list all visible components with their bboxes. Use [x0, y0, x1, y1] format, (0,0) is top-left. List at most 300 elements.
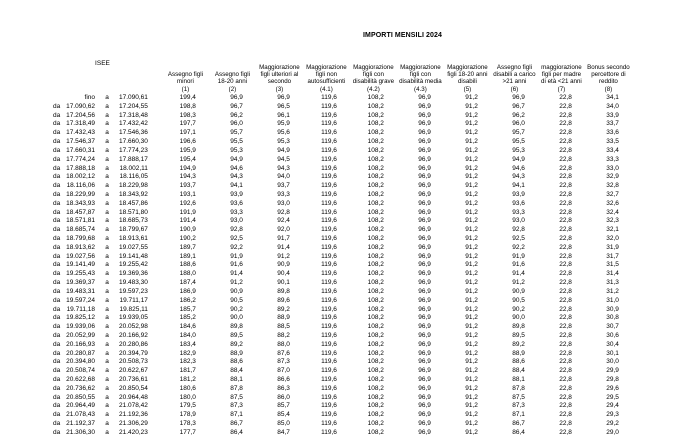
value-cell: 96,9 — [512, 94, 525, 101]
table-row — [45, 394, 632, 403]
value-cell: 92,8 — [512, 226, 525, 234]
value-cell: 189,7 — [179, 243, 196, 251]
value-cell: 96,9 — [418, 94, 431, 101]
value-cell: 196,6 — [179, 138, 196, 146]
value-cell: 119,6 — [321, 411, 337, 419]
isee-to-cell: 18.116,05 — [119, 173, 148, 181]
value-cell: 91,2 — [465, 367, 478, 375]
value-cell: 31,2 — [606, 287, 619, 295]
value-cell: 91,2 — [465, 226, 478, 234]
isee-from-cell: 20.052,99 — [66, 331, 95, 339]
value-cell: 87,8 — [512, 384, 525, 392]
isee-prefix-cell: da — [53, 296, 61, 304]
value-cell: 96,9 — [418, 314, 431, 322]
spacer-cell — [148, 235, 162, 244]
isee-to-cell: 18.457,86 — [119, 199, 148, 207]
value-cell: 195,9 — [179, 146, 196, 154]
isee-prefix-cell: da — [53, 420, 61, 428]
isee-a-cell: a — [105, 358, 109, 366]
page-title: IMPORTI MENSILI 2024 — [363, 32, 443, 39]
value-cell: 96,9 — [418, 367, 431, 375]
value-cell: 96,9 — [418, 270, 431, 278]
value-cell: 91,9 — [230, 252, 243, 260]
value-cell: 22,8 — [559, 349, 572, 357]
value-cell: 108,2 — [367, 287, 384, 295]
isee-a-cell: a — [105, 261, 109, 269]
isee-to-cell: 19.141,48 — [119, 252, 148, 260]
col-header-number: (2) — [228, 85, 237, 93]
value-cell: 194,9 — [179, 164, 196, 172]
spacer-cell — [148, 306, 162, 315]
value-cell: 177,7 — [179, 428, 196, 436]
table-row — [45, 103, 632, 112]
value-cell: 22,8 — [559, 402, 572, 410]
isee-a-cell: a — [105, 199, 109, 207]
isee-a-cell: a — [105, 120, 109, 128]
value-cell: 119,6 — [321, 340, 337, 348]
value-cell: 119,6 — [321, 305, 337, 313]
spacer-cell — [148, 191, 162, 200]
value-cell: 91,2 — [465, 102, 478, 110]
table-row — [45, 332, 632, 341]
value-cell: 181,7 — [179, 367, 196, 375]
isee-from-cell: 20.850,55 — [66, 393, 95, 401]
isee-from-cell: 19.141,49 — [66, 261, 95, 269]
value-cell: 90,5 — [512, 296, 525, 304]
spacer-cell — [148, 323, 162, 332]
value-cell: 183,4 — [179, 340, 196, 348]
value-cell: 91,2 — [465, 279, 478, 287]
value-cell: 91,2 — [465, 252, 478, 260]
isee-to-cell: 17.774,23 — [119, 146, 148, 154]
header-row — [45, 42, 632, 94]
value-cell: 31,9 — [606, 243, 619, 251]
value-cell: 31,3 — [606, 279, 619, 287]
isee-a-cell: a — [105, 226, 109, 234]
value-cell: 32,3 — [606, 217, 619, 225]
value-cell: 119,6 — [321, 94, 337, 101]
value-cell: 96,9 — [418, 111, 431, 119]
value-cell: 119,6 — [321, 287, 337, 295]
value-cell: 178,3 — [179, 420, 196, 428]
value-cell: 88,5 — [277, 323, 290, 331]
table-body — [45, 94, 632, 438]
value-cell: 29,6 — [606, 384, 619, 392]
value-cell: 108,2 — [367, 164, 384, 172]
value-cell: 87,8 — [230, 384, 243, 392]
value-cell: 90,9 — [230, 287, 243, 295]
value-cell: 179,5 — [179, 402, 196, 410]
value-cell: 91,2 — [465, 296, 478, 304]
value-cell: 29,0 — [606, 428, 619, 436]
value-cell: 30,1 — [606, 349, 619, 357]
value-cell: 188,6 — [179, 261, 196, 269]
isee-a-cell: a — [105, 235, 109, 242]
col-header-label: Assegno figli minori — [167, 71, 203, 86]
isee-from-cell: 19.711,18 — [66, 305, 95, 313]
value-cell: 86,4 — [230, 428, 243, 436]
isee-from-cell: 19.939,06 — [66, 323, 95, 331]
isee-to-cell: 19.711,17 — [119, 296, 148, 304]
value-cell: 22,8 — [559, 173, 572, 181]
value-cell: 92,2 — [512, 243, 525, 251]
value-cell: 108,2 — [367, 270, 384, 278]
value-cell: 186,2 — [179, 296, 196, 304]
value-cell: 93,3 — [277, 190, 290, 198]
value-cell: 108,2 — [367, 340, 384, 348]
table-row — [45, 217, 632, 226]
spacer-cell — [148, 297, 162, 306]
col-header-maggiorazione-disabilita-media — [397, 42, 444, 94]
isee-prefix-cell: da — [53, 252, 61, 260]
value-cell: 108,2 — [367, 402, 384, 410]
value-cell: 96,9 — [418, 199, 431, 207]
value-cell: 95,3 — [512, 146, 525, 154]
spacer-cell — [148, 120, 162, 129]
col-header-bonus-secondo-percettore — [585, 42, 632, 94]
spacer-cell — [148, 226, 162, 235]
value-cell: 31,7 — [606, 252, 619, 260]
table-row — [45, 112, 632, 121]
col-header-label: Assegno figli disabili a carico >21 anni — [493, 63, 536, 86]
spacer-cell — [148, 200, 162, 209]
value-cell: 108,2 — [367, 182, 384, 190]
value-cell: 94,3 — [230, 173, 243, 181]
value-cell: 96,9 — [418, 155, 431, 163]
isee-prefix-cell: da — [53, 393, 61, 401]
isee-prefix-cell: da — [53, 314, 61, 322]
value-cell: 86,6 — [277, 376, 290, 383]
spacer-cell — [148, 394, 162, 403]
table-row — [45, 350, 632, 359]
isee-prefix-cell: da — [53, 331, 61, 339]
col-header-label: Bonus secondo percettore di reddito — [587, 63, 630, 86]
isee-a-cell: a — [105, 411, 109, 419]
value-cell: 195,4 — [179, 155, 196, 163]
value-cell: 91,2 — [465, 376, 478, 383]
spacer-cell — [148, 358, 162, 367]
col-header-label: maggiorazione figli per madre di età <21 anni — [541, 63, 582, 86]
value-cell: 87,6 — [277, 349, 290, 357]
isee-a-cell: a — [105, 155, 109, 163]
table-row — [45, 244, 632, 253]
isee-a-cell: a — [105, 190, 109, 198]
value-cell: 119,6 — [321, 155, 337, 163]
isee-from-cell: 19.483,31 — [66, 287, 95, 295]
value-cell: 90,2 — [230, 305, 243, 313]
value-cell: 91,2 — [465, 420, 478, 428]
value-cell: 96,9 — [418, 182, 431, 190]
isee-from-cell: fino — [84, 94, 95, 101]
table-row — [45, 173, 632, 182]
table-row — [45, 200, 632, 209]
isee-prefix-cell: da — [53, 287, 61, 295]
value-cell: 29,3 — [606, 411, 619, 419]
value-cell: 32,8 — [606, 182, 619, 190]
value-cell: 87,5 — [512, 393, 525, 401]
value-cell: 96,9 — [418, 296, 431, 304]
table-row — [45, 191, 632, 200]
spacer-cell — [148, 279, 162, 288]
isee-prefix-cell: da — [53, 235, 61, 242]
value-cell: 91,9 — [512, 252, 525, 260]
value-cell: 91,2 — [465, 358, 478, 366]
value-cell: 96,9 — [418, 305, 431, 313]
isee-a-cell: a — [105, 208, 109, 216]
value-cell: 89,5 — [512, 331, 525, 339]
isee-to-cell: 19.027,55 — [119, 243, 148, 251]
isee-prefix-cell: da — [53, 129, 61, 137]
value-cell: 22,8 — [559, 358, 572, 366]
col-header-number: (4.1) — [320, 85, 333, 93]
value-cell: 92,0 — [277, 226, 290, 234]
value-cell: 22,8 — [559, 252, 572, 260]
value-cell: 22,8 — [559, 129, 572, 137]
table-row — [45, 165, 632, 174]
value-cell: 30,0 — [606, 358, 619, 366]
isee-a-cell: a — [105, 402, 109, 410]
value-cell: 119,6 — [321, 102, 337, 110]
isee-prefix-cell: da — [53, 155, 61, 163]
value-cell: 88,9 — [512, 349, 525, 357]
isee-from-cell: 20.166,93 — [66, 340, 95, 348]
isee-from-cell: 18.343,93 — [66, 199, 95, 207]
value-cell: 87,3 — [230, 402, 243, 410]
value-cell: 92,8 — [230, 226, 243, 234]
isee-to-cell: 18.799,67 — [119, 226, 148, 234]
value-cell: 119,6 — [321, 226, 337, 234]
spacer-cell — [148, 147, 162, 156]
isee-prefix-cell: da — [53, 270, 61, 278]
isee-from-cell: 20.736,62 — [66, 384, 95, 392]
value-cell: 94,9 — [512, 155, 525, 163]
table-row — [45, 376, 632, 385]
value-cell: 22,8 — [559, 296, 572, 304]
value-cell: 96,9 — [418, 411, 431, 419]
isee-from-cell: 17.204,56 — [66, 111, 95, 119]
value-cell: 87,3 — [277, 358, 290, 366]
value-cell: 91,2 — [465, 208, 478, 216]
value-cell: 22,8 — [559, 235, 572, 242]
value-cell: 22,8 — [559, 393, 572, 401]
value-cell: 91,2 — [465, 217, 478, 225]
table-row — [45, 411, 632, 420]
value-cell: 32,7 — [606, 190, 619, 198]
isee-to-cell: 19.939,05 — [119, 314, 148, 322]
value-cell: 96,9 — [418, 420, 431, 428]
value-cell: 31,5 — [606, 261, 619, 269]
spacer-cell — [148, 103, 162, 112]
isee-from-cell: 20.508,74 — [66, 367, 95, 375]
value-cell: 90,2 — [512, 305, 525, 313]
value-cell: 22,8 — [559, 261, 572, 269]
value-cell: 94,1 — [512, 182, 525, 190]
col-header-number: (7) — [557, 85, 566, 93]
value-cell: 108,2 — [367, 305, 384, 313]
table-row — [45, 288, 632, 297]
isee-to-cell: 20.622,67 — [119, 367, 148, 375]
value-cell: 180,0 — [179, 393, 196, 401]
isee-prefix-cell: da — [53, 323, 61, 331]
value-cell: 96,9 — [418, 146, 431, 154]
value-cell: 108,2 — [367, 323, 384, 331]
value-cell: 119,6 — [321, 331, 337, 339]
isee-prefix-cell: da — [53, 367, 61, 375]
value-cell: 96,9 — [418, 261, 431, 269]
isee-prefix-cell: da — [53, 111, 61, 119]
value-cell: 91,4 — [277, 243, 290, 251]
spacer-cell — [148, 411, 162, 420]
value-cell: 91,2 — [465, 270, 478, 278]
spacer-cell — [148, 217, 162, 226]
table-row — [45, 279, 632, 288]
value-cell: 22,8 — [559, 146, 572, 154]
value-cell: 108,2 — [367, 367, 384, 375]
value-cell: 91,2 — [465, 120, 478, 128]
value-cell: 185,2 — [179, 314, 196, 322]
value-cell: 194,3 — [179, 173, 196, 181]
isee-to-cell: 18.571,80 — [119, 208, 148, 216]
value-cell: 89,8 — [512, 323, 525, 331]
value-cell: 198,8 — [179, 102, 196, 110]
isee-from-cell: 19.825,12 — [66, 314, 95, 322]
isee-a-cell: a — [105, 323, 109, 331]
isee-prefix-cell: da — [53, 217, 61, 225]
value-cell: 119,6 — [321, 146, 337, 154]
value-cell: 30,6 — [606, 331, 619, 339]
value-cell: 119,6 — [321, 367, 337, 375]
value-cell: 181,2 — [179, 376, 196, 383]
isee-prefix-cell: da — [53, 305, 61, 313]
value-cell: 96,5 — [277, 102, 290, 110]
value-cell: 108,2 — [367, 296, 384, 304]
value-cell: 119,6 — [321, 235, 337, 242]
value-cell: 96,7 — [230, 102, 243, 110]
col-header-assegno-figli-minori — [162, 42, 209, 94]
value-cell: 88,1 — [230, 376, 243, 383]
value-cell: 108,2 — [367, 208, 384, 216]
value-cell: 85,0 — [277, 420, 290, 428]
isee-from-cell: 19.027,56 — [66, 252, 95, 260]
isee-a-cell: a — [105, 146, 109, 154]
value-cell: 90,9 — [277, 261, 290, 269]
col-header-assegno-disabili-over-21 — [491, 42, 538, 94]
spacer-cell — [148, 376, 162, 385]
isee-from-cell: 18.116,06 — [66, 182, 95, 190]
value-cell: 91,2 — [465, 349, 478, 357]
isee-to-cell: 21.420,23 — [119, 428, 148, 436]
isee-to-cell: 18.685,73 — [119, 217, 148, 225]
value-cell: 88,4 — [512, 367, 525, 375]
value-cell: 22,8 — [559, 314, 572, 322]
table-row — [45, 358, 632, 367]
value-cell: 91,7 — [277, 235, 290, 242]
isee-a-cell: a — [105, 420, 109, 428]
table-row — [45, 314, 632, 323]
col-header-label: Maggiorazione figli 18-20 anni disabili — [447, 63, 488, 86]
value-cell: 119,6 — [321, 384, 337, 392]
isee-a-cell: a — [105, 102, 109, 110]
value-cell: 91,2 — [465, 340, 478, 348]
isee-to-cell: 20.166,92 — [119, 331, 148, 339]
spacer-cell — [148, 314, 162, 323]
table-row — [45, 367, 632, 376]
value-cell: 22,8 — [559, 331, 572, 339]
isee-prefix-cell: da — [53, 358, 61, 366]
value-cell: 119,6 — [321, 314, 337, 322]
value-cell: 108,2 — [367, 217, 384, 225]
spacer-cell — [148, 156, 162, 165]
isee-from-cell: 20.280,87 — [66, 349, 95, 357]
value-cell: 96,9 — [418, 376, 431, 383]
value-cell: 30,4 — [606, 340, 619, 348]
value-cell: 32,9 — [606, 173, 619, 181]
value-cell: 108,2 — [367, 243, 384, 251]
value-cell: 198,3 — [179, 111, 196, 119]
value-cell: 96,0 — [230, 120, 243, 128]
isee-to-cell: 20.052,98 — [119, 323, 148, 331]
spacer-cell — [148, 402, 162, 411]
col-header-number: (8) — [604, 85, 613, 93]
isee-a-cell: a — [105, 129, 109, 137]
value-cell: 94,3 — [512, 173, 525, 181]
isee-to-cell: 19.369,36 — [119, 270, 148, 278]
value-cell: 108,2 — [367, 393, 384, 401]
spacer-cell — [148, 350, 162, 359]
isee-prefix-cell: da — [53, 349, 61, 357]
value-cell: 96,9 — [418, 287, 431, 295]
value-cell: 88,0 — [277, 340, 290, 348]
value-cell: 91,2 — [465, 173, 478, 181]
value-cell: 91,2 — [465, 155, 478, 163]
isee-from-cell: 18.685,74 — [66, 226, 95, 234]
col-header-number: (5) — [463, 85, 472, 93]
col-header-number: (1) — [181, 85, 190, 93]
isee-from-cell: 18.571,81 — [66, 217, 95, 225]
value-cell: 91,2 — [465, 111, 478, 119]
value-cell: 91,2 — [465, 331, 478, 339]
value-cell: 91,2 — [512, 279, 525, 287]
value-cell: 95,3 — [230, 146, 243, 154]
value-cell: 96,9 — [418, 349, 431, 357]
isee-a-cell: a — [105, 393, 109, 401]
value-cell: 199,4 — [179, 94, 196, 101]
col-header-number: (4.2) — [367, 85, 380, 93]
isee-from-cell: 17.660,31 — [66, 146, 95, 154]
value-cell: 91,4 — [230, 270, 243, 278]
value-cell: 33,6 — [606, 129, 619, 137]
value-cell: 88,6 — [512, 358, 525, 366]
value-cell: 89,2 — [230, 340, 243, 348]
col-header-label: Maggiorazione figli con disabilità media — [399, 63, 442, 86]
isee-a-cell: a — [105, 182, 109, 190]
value-cell: 89,2 — [277, 305, 290, 313]
value-cell: 22,8 — [559, 305, 572, 313]
value-cell: 119,6 — [321, 358, 337, 366]
value-cell: 22,8 — [559, 102, 572, 110]
isee-a-cell: a — [105, 217, 109, 225]
isee-to-cell: 17.204,55 — [119, 102, 148, 110]
isee-to-cell: 20.508,73 — [119, 358, 148, 366]
value-cell: 22,8 — [559, 287, 572, 295]
isee-to-cell: 18.229,98 — [119, 182, 148, 190]
table-row — [45, 341, 632, 350]
isee-prefix-cell: da — [53, 261, 61, 269]
value-cell: 91,2 — [230, 279, 243, 287]
isee-from-cell: 17.888,18 — [66, 164, 95, 172]
value-cell: 29,2 — [606, 420, 619, 428]
isee-to-cell: 17.090,61 — [119, 94, 148, 101]
